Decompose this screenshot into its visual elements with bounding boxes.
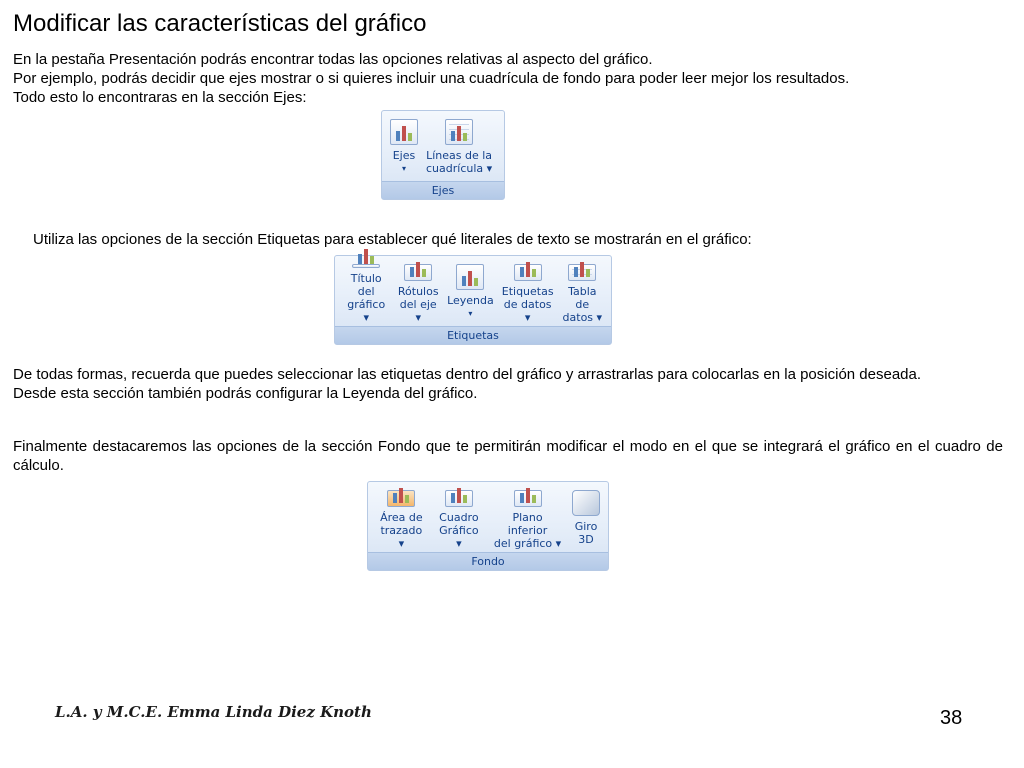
intro-line-1: En la pestaña Presentación podrás encontrar todas las opciones relativas al aspecto del gráfico. [13, 51, 653, 68]
rotation-3d-label-2: 3D [578, 533, 594, 546]
gridlines-icon [445, 119, 473, 145]
legend-caret: ▾ [468, 309, 473, 318]
axes-chart-icon [390, 119, 418, 145]
legend-label-1: Leyenda [447, 294, 494, 307]
drag-paragraph [13, 365, 1003, 403]
rotation-3d-button[interactable] [570, 488, 602, 550]
ejes-caret: ▾ [401, 164, 406, 173]
ejes-button[interactable] [388, 117, 420, 179]
data-labels-button[interactable] [500, 262, 556, 324]
cube-3d-icon [572, 490, 600, 516]
fondo-paragraph: Finalmente destacaremos las opciones de la sección Fondo que te permitirán modificar el modo en el que se integrará el gráfico en el cuadro de cálculo. [13, 438, 1003, 474]
etiquetas-paragraph: Utiliza las opciones de la sección Etiquetas para establecer qué literales de texto se mostrarán en el gráfico: [33, 231, 752, 248]
plot-area-button[interactable] [374, 488, 429, 550]
chart-title-icon [352, 264, 380, 268]
intro-line-3: Todo esto lo encontraras en la sección Ejes: [13, 89, 307, 106]
footer-author: L.A. y M.C.E. Emma Linda Diez Knoth [55, 703, 372, 721]
chart-floor-button[interactable] [489, 488, 566, 550]
page-title: Modificar las características del gráfico [13, 10, 427, 37]
chart-floor-label-2: del gráfico ▾ [493, 537, 562, 550]
drag-line-2: Desde esta sección también podrás configurar la Leyenda del gráfico. [13, 385, 478, 402]
ejes-group-label: Ejes [382, 181, 504, 199]
axis-titles-icon [404, 264, 432, 281]
ribbon-group-fondo [367, 481, 609, 571]
drag-line-1: De todas formas, recuerda que puedes seleccionar las etiquetas dentro del gráfico y arrastrarlas para colocarlas en la posición deseada. [13, 366, 922, 383]
chart-wall-button[interactable] [433, 488, 485, 550]
chart-title-label-1: Título del [350, 272, 382, 298]
chart-title-label-2: gráfico ▾ [347, 298, 386, 324]
chart-wall-label-2: Gráfico ▾ [439, 524, 479, 550]
plot-area-label-1: Área de [380, 511, 423, 524]
chart-wall-icon [445, 490, 473, 507]
data-table-label-1: Tabla de [568, 285, 597, 311]
plot-area-label-2: trazado ▾ [380, 524, 423, 550]
ejes-label: Ejes [392, 149, 416, 162]
ribbon-group-etiquetas [334, 255, 612, 345]
chart-wall-label-1: Cuadro [439, 511, 479, 524]
gridlines-button[interactable] [424, 117, 494, 179]
data-table-label-2: datos ▾ [562, 311, 603, 324]
chart-floor-label-1: Plano inferior [507, 511, 548, 537]
chart-title-button[interactable] [341, 262, 391, 324]
plot-area-icon [387, 490, 415, 507]
intro-line-2: Por ejemplo, podrás decidir que ejes mostrar o si quieres incluir una cuadrícula de fondo para poder leer mejor los resultados. [13, 70, 850, 87]
axis-titles-button[interactable] [395, 262, 441, 324]
data-labels-icon [514, 264, 542, 281]
ribbon-group-ejes [381, 110, 505, 200]
intro-paragraph [13, 50, 1003, 107]
data-labels-label-2: de datos ▾ [503, 298, 552, 324]
gridlines-label-1: Líneas de la [426, 149, 493, 162]
chart-floor-icon [514, 490, 542, 507]
axis-titles-label-1: Rótulos [397, 285, 439, 298]
rotation-3d-label-1: Giro [574, 520, 598, 533]
etiquetas-group-label: Etiquetas [335, 326, 611, 344]
data-table-icon [568, 264, 596, 281]
axis-titles-label-2: del eje ▾ [399, 298, 437, 324]
data-table-button[interactable] [560, 262, 605, 324]
gridlines-label-2: cuadrícula ▾ [426, 162, 493, 175]
legend-button[interactable] [445, 262, 496, 324]
fondo-group-label: Fondo [368, 552, 608, 570]
page-number: 38 [940, 707, 963, 729]
legend-icon [456, 264, 484, 290]
data-labels-label-1: Etiquetas [501, 285, 554, 298]
